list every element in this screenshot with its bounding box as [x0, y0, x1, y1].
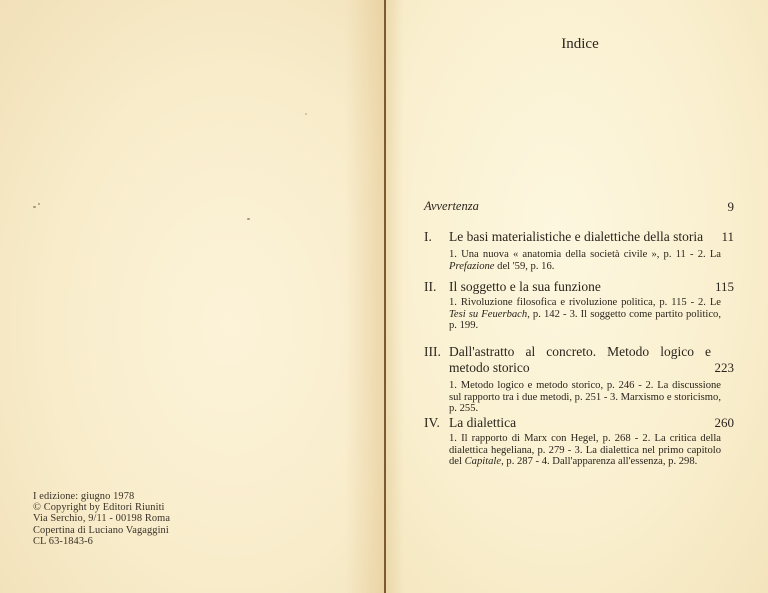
page-title: Indice	[561, 36, 599, 52]
toc-entry-preface	[424, 199, 740, 219]
chapter-page-number: 115	[714, 279, 734, 294]
chapter-title: Il soggetto e la sua funzione	[449, 279, 601, 294]
paper-speck	[247, 218, 250, 220]
chapter-sections: 1. Una nuova « anatomia della società civile », p. 11 - 2. La Prefazione del '59, p. 16.	[449, 249, 721, 272]
preface-page-number: 9	[727, 199, 734, 214]
chapter-number: I.	[424, 229, 432, 244]
colophon-copyright: © Copyright by Editori Riuniti	[33, 502, 165, 514]
paper-speck	[38, 203, 40, 205]
gutter-shadow	[345, 0, 385, 593]
chapter-sections: 1. Il rapporto di Marx con Hegel, p. 268 - 2. La critica della dialettica hegeliana, p. 279 - 3. La dialettica nel primo capitolo del Capitale, p. 287 - 4. Dall'apparenza all'essenza, p. 298.	[449, 433, 721, 468]
chapter-number: III.	[424, 344, 441, 359]
table-of-contents	[424, 199, 740, 468]
colophon-code: CL 63-1843-6	[33, 535, 93, 547]
chapter-number: II.	[424, 279, 437, 294]
colophon-cover: Copertina di Luciano Vagaggini	[33, 524, 169, 536]
colophon-edition: I edizione: giugno 1978	[33, 491, 135, 502]
colophon-address: Via Serchio, 9/11 - 00198 Roma	[33, 513, 171, 525]
colophon	[33, 491, 170, 547]
chapter-sections: 1. Metodo logico e metodo storico, p. 246 - 2. La discussione sul rapporto tra i due metodi, p. 251 - 3. Marxismo e storicismo, p. 255.	[449, 380, 721, 415]
preface-label: Avvertenza	[424, 199, 479, 213]
chapter-title: Dall'astratto al concreto. Metodo logico e metodo storico	[449, 344, 711, 375]
chapter-sections: 1. Rivoluzione filosofica e rivoluzione politica, p. 115 - 2. Le Tesi su Feuerbach, p. 142 - 3. Il soggetto come partito politico, p. 199.	[449, 297, 721, 332]
paper-speck	[33, 206, 36, 208]
chapter-page-number: 223	[714, 360, 734, 375]
chapter-title: Le basi materialistiche e dialettiche della storia	[449, 229, 704, 244]
gutter-shadow	[386, 0, 404, 593]
chapter-title: La dialettica	[449, 415, 517, 430]
chapter-page-number: 260	[714, 415, 734, 430]
chapter-page-number: 11	[721, 229, 734, 244]
chapter-number: IV.	[424, 415, 440, 430]
paper-speck	[305, 113, 307, 115]
